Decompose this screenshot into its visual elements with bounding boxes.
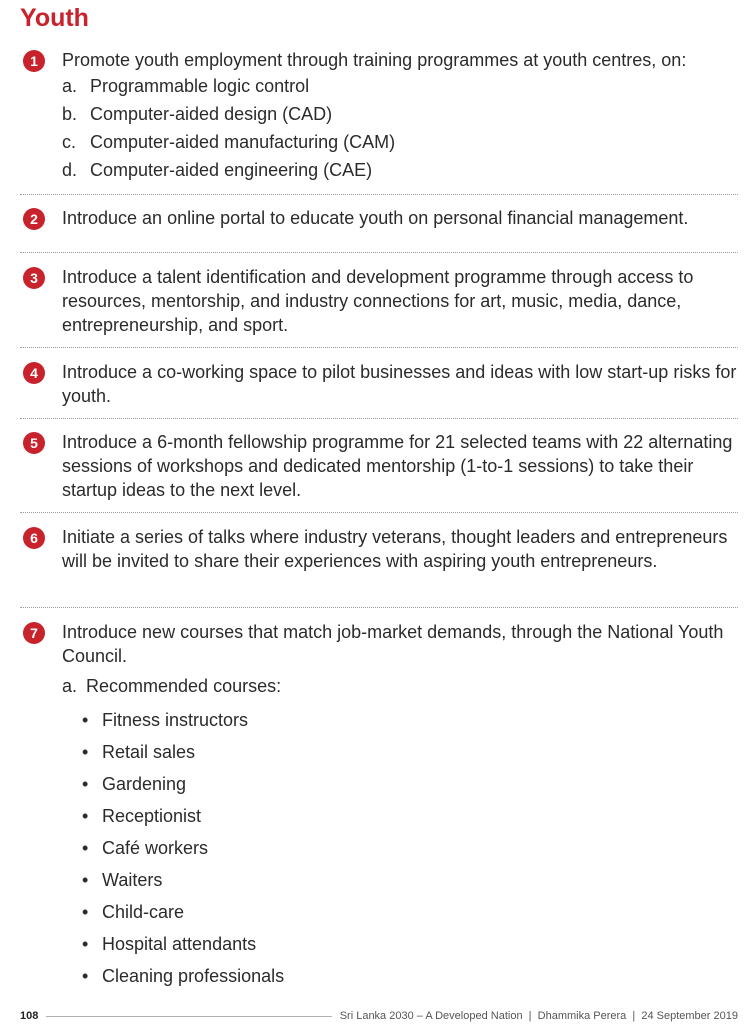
sub-list — [62, 672, 738, 700]
list-item-3 — [20, 265, 738, 337]
sub-item — [62, 72, 738, 100]
sub-text: Programmable logic control — [90, 76, 310, 96]
item-text: Initiate a series of talks where industry veterans, thought leaders and entrepreneurs will be invited to share their experiences with aspiring youth entrepreneurs. — [62, 527, 728, 571]
bullet-icon: • — [82, 838, 89, 858]
divider — [20, 347, 738, 348]
sub-list — [62, 72, 738, 184]
item-text: Introduce a talent identification and development programme through access to resources, mentorship, and industry connections for art, music, media, dance, entrepreneurship, and sport. — [62, 267, 694, 335]
divider — [20, 418, 738, 419]
list-item — [82, 800, 738, 832]
sub-item — [62, 128, 738, 156]
list-item — [82, 896, 738, 928]
sub-letter: a. — [62, 676, 78, 696]
list-item-5 — [20, 430, 738, 502]
bullet-icon: • — [82, 934, 89, 954]
page-title: Youth — [20, 4, 89, 32]
course-name: Child-care — [102, 902, 185, 922]
number-badge: 1 — [23, 50, 45, 72]
sub-letter: c. — [62, 132, 77, 152]
number-badge: 3 — [23, 267, 45, 289]
item-text: Promote youth employment through training programmes at youth centres, on: — [62, 50, 687, 70]
sub-text: Computer-aided design (CAD) — [90, 104, 333, 124]
bullet-icon: • — [82, 806, 89, 826]
sub-item — [62, 156, 738, 184]
course-list — [82, 704, 738, 992]
course-name: Hospital attendants — [102, 934, 257, 954]
item-text: Introduce new courses that match job-market demands, through the National Youth Council. — [62, 622, 724, 666]
item-text: Introduce an online portal to educate youth on personal financial management. — [62, 208, 689, 228]
page-footer — [20, 1008, 738, 1024]
list-item — [82, 832, 738, 864]
bullet-icon: • — [82, 710, 89, 730]
number-badge: 6 — [23, 527, 45, 549]
number-badge: 4 — [23, 362, 45, 384]
number-badge: 2 — [23, 208, 45, 230]
divider — [20, 252, 738, 253]
course-name: Gardening — [102, 774, 187, 794]
bullet-icon: • — [82, 870, 89, 890]
list-item — [82, 864, 738, 896]
sub-letter: a. — [62, 76, 78, 96]
list-item-1 — [20, 48, 738, 184]
list-item-2 — [20, 206, 738, 230]
sub-letter: b. — [62, 104, 78, 124]
sub-item — [62, 100, 738, 128]
sub-text: Computer-aided manufacturing (CAM) — [90, 132, 396, 152]
bullet-icon: • — [82, 742, 89, 762]
bullet-icon: • — [82, 902, 89, 922]
course-name: Café workers — [102, 838, 209, 858]
sub-letter: d. — [62, 160, 78, 180]
course-name: Waiters — [102, 870, 163, 890]
course-name: Retail sales — [102, 742, 196, 762]
footer-text: Sri Lanka 2030 – A Developed Nation | Dhammika Perera | 24 September 2019 — [339, 1010, 738, 1022]
list-item-7 — [20, 620, 738, 992]
list-item — [82, 768, 738, 800]
sub-text: Computer-aided engineering (CAE) — [90, 160, 373, 180]
list-item — [82, 928, 738, 960]
list-item — [82, 960, 738, 992]
course-name: Receptionist — [102, 806, 202, 826]
divider — [20, 607, 738, 608]
page-number: 108 — [20, 1010, 39, 1022]
bullet-icon: • — [82, 966, 89, 986]
item-text: Introduce a 6-month fellowship programme for 21 selected teams with 22 alternating sessions of workshops and dedicated mentorship (1-to-1 sessions) to take their startup ideas to the next level. — [62, 432, 733, 500]
list-item — [82, 736, 738, 768]
number-badge: 7 — [23, 622, 45, 644]
sub-text: Recommended courses: — [86, 676, 282, 696]
number-badge: 5 — [23, 432, 45, 454]
list-item-4 — [20, 360, 738, 408]
sub-item — [62, 672, 738, 700]
list-item — [82, 704, 738, 736]
list-item-6 — [20, 525, 738, 573]
divider — [20, 512, 738, 513]
footer-rule — [46, 1016, 331, 1017]
course-name: Cleaning professionals — [102, 966, 285, 986]
divider — [20, 194, 738, 195]
bullet-icon: • — [82, 774, 89, 794]
course-name: Fitness instructors — [102, 710, 249, 730]
item-text: Introduce a co-working space to pilot businesses and ideas with low start-up risks for youth. — [62, 362, 737, 406]
